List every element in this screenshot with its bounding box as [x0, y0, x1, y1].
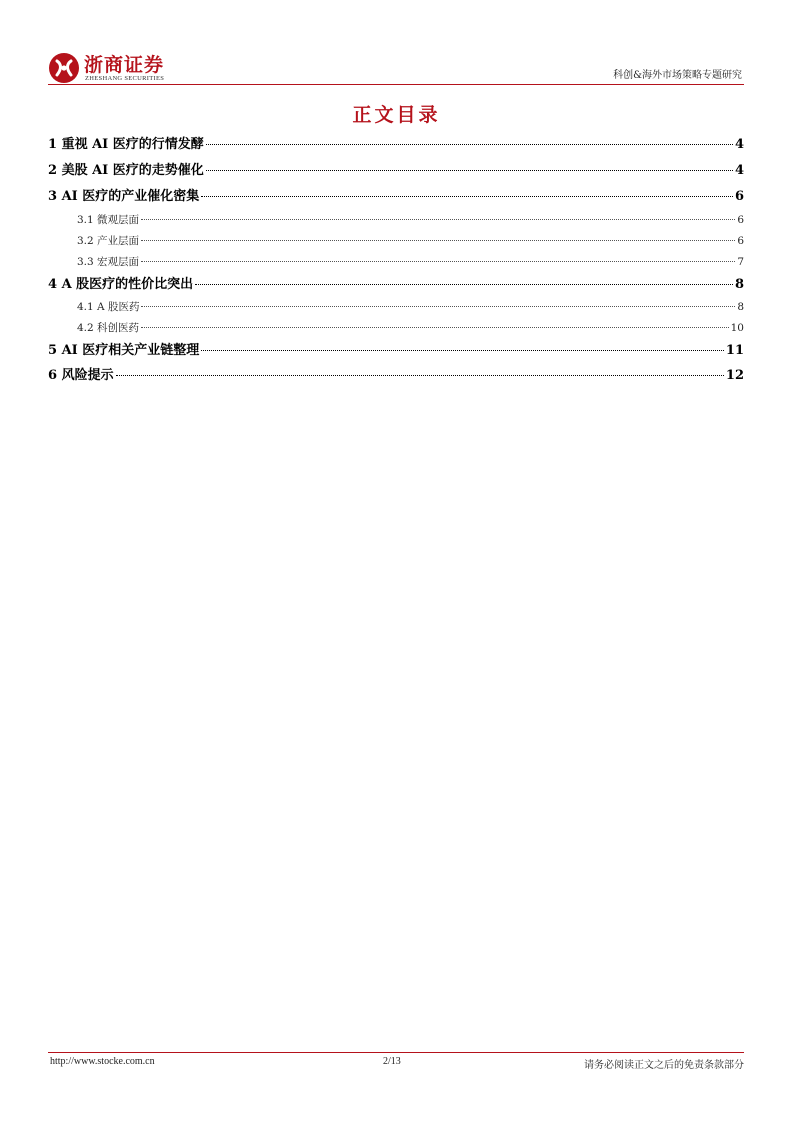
toc-leader-dots — [201, 196, 733, 197]
toc-entry-page: 4 — [734, 163, 744, 178]
toc-leader-dots — [141, 240, 735, 241]
toc-leader-dots — [141, 327, 729, 328]
toc-entry-page: 6 — [737, 235, 744, 247]
toc-entry-page: 10 — [730, 322, 744, 334]
toc-entry-3-3[interactable] — [48, 254, 744, 269]
toc-entry-page: 8 — [737, 301, 744, 313]
toc-entry-label: 4.2 科创医药 — [77, 322, 140, 334]
footer-url[interactable]: http://www.stocke.com.cn — [50, 1056, 155, 1067]
zheshang-logo — [48, 50, 188, 86]
toc-entry-label: 1 重视 AI 医疗的行情发酵 — [48, 137, 204, 152]
toc-entry-label: 3 AI 医疗的产业催化密集 — [48, 189, 200, 204]
toc-entry-label: 5 AI 医疗相关产业链整理 — [48, 343, 200, 358]
toc-entry-3-2[interactable] — [48, 233, 744, 248]
page-header — [48, 50, 744, 86]
header-divider — [48, 84, 744, 85]
toc-entry-1[interactable] — [48, 133, 744, 152]
toc-entry-page: 6 — [734, 189, 744, 204]
logo-chinese-name: 浙商证券 — [84, 54, 165, 76]
toc-entry-4-2[interactable] — [48, 320, 744, 335]
footer-disclaimer: 请务必阅读正文之后的免责条款部分 — [584, 1060, 744, 1071]
toc-entry-3-1[interactable] — [48, 212, 744, 227]
toc-entry-3[interactable] — [48, 185, 744, 204]
toc-entry-page: 6 — [737, 214, 744, 226]
zheshang-logo-icon — [48, 52, 80, 84]
toc-entry-label: 4.1 A 股医药 — [77, 301, 140, 313]
toc-leader-dots — [141, 261, 735, 262]
toc-entry-page: 8 — [734, 277, 744, 292]
toc-leader-dots — [201, 350, 724, 351]
toc-entry-label: 4 A 股医疗的性价比突出 — [48, 277, 194, 292]
logo-english-name: ZHESHANG SECURITIES — [85, 75, 165, 82]
toc-entry-page: 7 — [737, 256, 744, 268]
toc-entry-4-1[interactable] — [48, 299, 744, 314]
footer-page-number: 2/13 — [383, 1056, 401, 1067]
toc-leader-dots — [195, 284, 733, 285]
toc-entry-page: 4 — [734, 137, 744, 152]
toc-entry-label: 2 美股 AI 医疗的走势催化 — [48, 163, 204, 178]
toc-entry-4[interactable] — [48, 273, 744, 292]
toc-leader-dots — [206, 144, 733, 145]
toc-entry-6[interactable] — [48, 364, 744, 383]
toc-leader-dots — [141, 219, 735, 220]
toc-entry-label: 3.1 微观层面 — [77, 214, 140, 226]
toc-title: 正文目录 — [352, 104, 441, 126]
toc-entry-2[interactable] — [48, 159, 744, 178]
toc-leader-dots — [206, 170, 733, 171]
toc-leader-dots — [116, 375, 724, 376]
toc-entry-5[interactable] — [48, 339, 744, 358]
toc-entry-page: 12 — [725, 368, 744, 383]
toc-entry-page: 11 — [725, 343, 744, 358]
footer-divider — [48, 1052, 744, 1053]
toc-entry-label: 3.2 产业层面 — [77, 235, 140, 247]
toc-entry-label: 6 风险提示 — [48, 368, 114, 383]
toc-leader-dots — [141, 306, 735, 307]
toc-entry-label: 3.3 宏观层面 — [77, 256, 140, 268]
report-type: 科创&海外市场策略专题研究 — [613, 70, 742, 81]
